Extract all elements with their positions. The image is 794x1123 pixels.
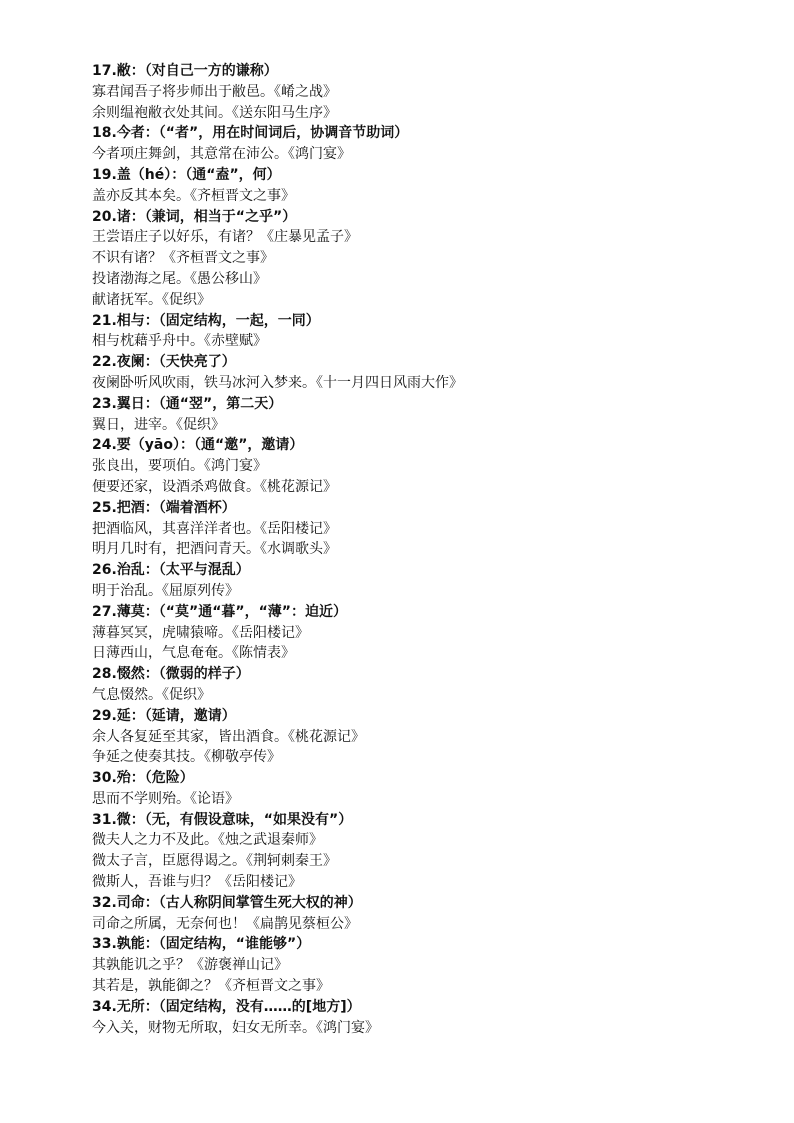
vocab-entry <box>92 61 772 123</box>
example-sentence: 争延之使奏其技。《柳敬亭传》 <box>92 749 281 766</box>
vocab-entry <box>92 352 772 394</box>
document-body <box>92 61 772 1038</box>
example-sentence: 思而不学则殆。《论语》 <box>92 790 239 807</box>
example-sentence: 司命之所属，无奈何也！《扁鹊见蔡桓公》 <box>92 915 358 932</box>
example-sentence: 夜阑卧听风吹雨，铁马冰河入梦来。《十一月四日风雨大作》 <box>92 374 463 391</box>
example-sentence: 其若是，孰能御之？《齐桓晋文之事》 <box>92 978 330 995</box>
entry-heading: 27.薄莫：（“莫”通“暮”，“薄”：迫近） <box>92 603 348 620</box>
entry-heading: 19.盖（hé）：（通“盍”，何） <box>92 166 281 183</box>
example-sentence: 王尝语庄子以好乐，有诸？《庄暴见孟子》 <box>92 229 358 246</box>
example-sentence: 明月几时有，把酒问青天。《水调歌头》 <box>92 541 337 558</box>
example-sentence: 便要还家，设酒杀鸡做食。《桃花源记》 <box>92 478 337 495</box>
entry-heading: 28.惙然：（微弱的样子） <box>92 666 250 683</box>
example-sentence: 盖亦反其本矣。《齐桓晋文之事》 <box>92 187 295 204</box>
vocab-entry <box>92 768 772 810</box>
entry-heading: 18.今者：（“者”，用在时间词后，协调音节助词） <box>92 125 409 142</box>
example-sentence: 今入关，财物无所取，妇女无所幸。《鸿门宴》 <box>92 1019 379 1036</box>
vocab-entry <box>92 706 772 768</box>
example-sentence: 余则缊袍敝衣处其间。《送东阳马生序》 <box>92 104 337 121</box>
entry-heading: 21.相与：（固定结构，一起，一同） <box>92 312 320 329</box>
vocab-entry <box>92 997 772 1039</box>
entry-heading: 22.夜阑：（天快亮了） <box>92 354 236 371</box>
example-sentence: 不识有诸？《齐桓晋文之事》 <box>92 250 274 267</box>
example-sentence: 寡君闻吾子将步师出于敝邑。《崤之战》 <box>92 83 337 100</box>
example-sentence: 投诸渤海之尾。《愚公移山》 <box>92 270 267 287</box>
entry-heading: 29.延：（延请，邀请） <box>92 707 236 724</box>
example-sentence: 薄暮冥冥，虎啸猿啼。《岳阳楼记》 <box>92 624 309 641</box>
vocab-entry <box>92 311 772 353</box>
example-sentence: 微夫人之力不及此。《烛之武退秦师》 <box>92 832 323 849</box>
example-sentence: 日薄西山，气息奄奄。《陈情表》 <box>92 645 295 662</box>
entry-heading: 23.翼日：（通“翌”，第二天） <box>92 395 283 412</box>
vocab-entry <box>92 810 772 893</box>
vocab-entry <box>92 934 772 996</box>
example-sentence: 其孰能讥之乎？《游褒禅山记》 <box>92 957 288 974</box>
example-sentence: 献诸抚军。《促织》 <box>92 291 211 308</box>
vocab-entry <box>92 435 772 497</box>
example-sentence: 余人各复延至其家，皆出酒食。《桃花源记》 <box>92 728 365 745</box>
vocab-entry <box>92 893 772 935</box>
entry-heading: 31.微：（无，有假设意味，“如果没有”） <box>92 811 353 828</box>
vocab-entry <box>92 498 772 560</box>
example-sentence: 气息惙然。《促织》 <box>92 686 211 703</box>
example-sentence: 相与枕藉乎舟中。《赤壁赋》 <box>92 333 267 350</box>
entry-heading: 32.司命：（古人称阴间掌管生死大权的神） <box>92 894 362 911</box>
example-sentence: 翼日，进宰。《促织》 <box>92 416 225 433</box>
vocab-entry <box>92 394 772 436</box>
vocab-entry <box>92 664 772 706</box>
example-sentence: 明于治乱。《屈原列传》 <box>92 582 239 599</box>
vocab-entry <box>92 165 772 207</box>
vocab-entry <box>92 207 772 311</box>
example-sentence: 微斯人，吾谁与归？《岳阳楼记》 <box>92 874 302 891</box>
vocab-entry <box>92 560 772 602</box>
entry-heading: 26.治乱：（太平与混乱） <box>92 562 250 579</box>
vocab-entry <box>92 123 772 165</box>
entry-heading: 25.把酒：（端着酒杯） <box>92 499 236 516</box>
example-sentence: 张良出，要项伯。《鸿门宴》 <box>92 458 267 475</box>
entry-heading: 17.敝：（对自己一方的谦称） <box>92 63 278 79</box>
entry-heading: 20.诸：（兼词，相当于“之乎”） <box>92 208 297 225</box>
entry-heading: 34.无所：（固定结构，没有……的[地方]） <box>92 998 361 1015</box>
entry-heading: 24.要（yāo）：（通“邀”，邀请） <box>92 437 304 454</box>
entry-heading: 33.孰能：（固定结构，“谁能够”） <box>92 936 311 953</box>
example-sentence: 今者项庄舞剑，其意常在沛公。《鸿门宴》 <box>92 146 351 163</box>
vocab-entry <box>92 602 772 664</box>
example-sentence: 把酒临风，其喜洋洋者也。《岳阳楼记》 <box>92 520 337 537</box>
entry-heading: 30.殆：（危险） <box>92 770 194 787</box>
example-sentence: 微太子言，臣愿得谒之。《荆轲刺秦王》 <box>92 853 337 870</box>
